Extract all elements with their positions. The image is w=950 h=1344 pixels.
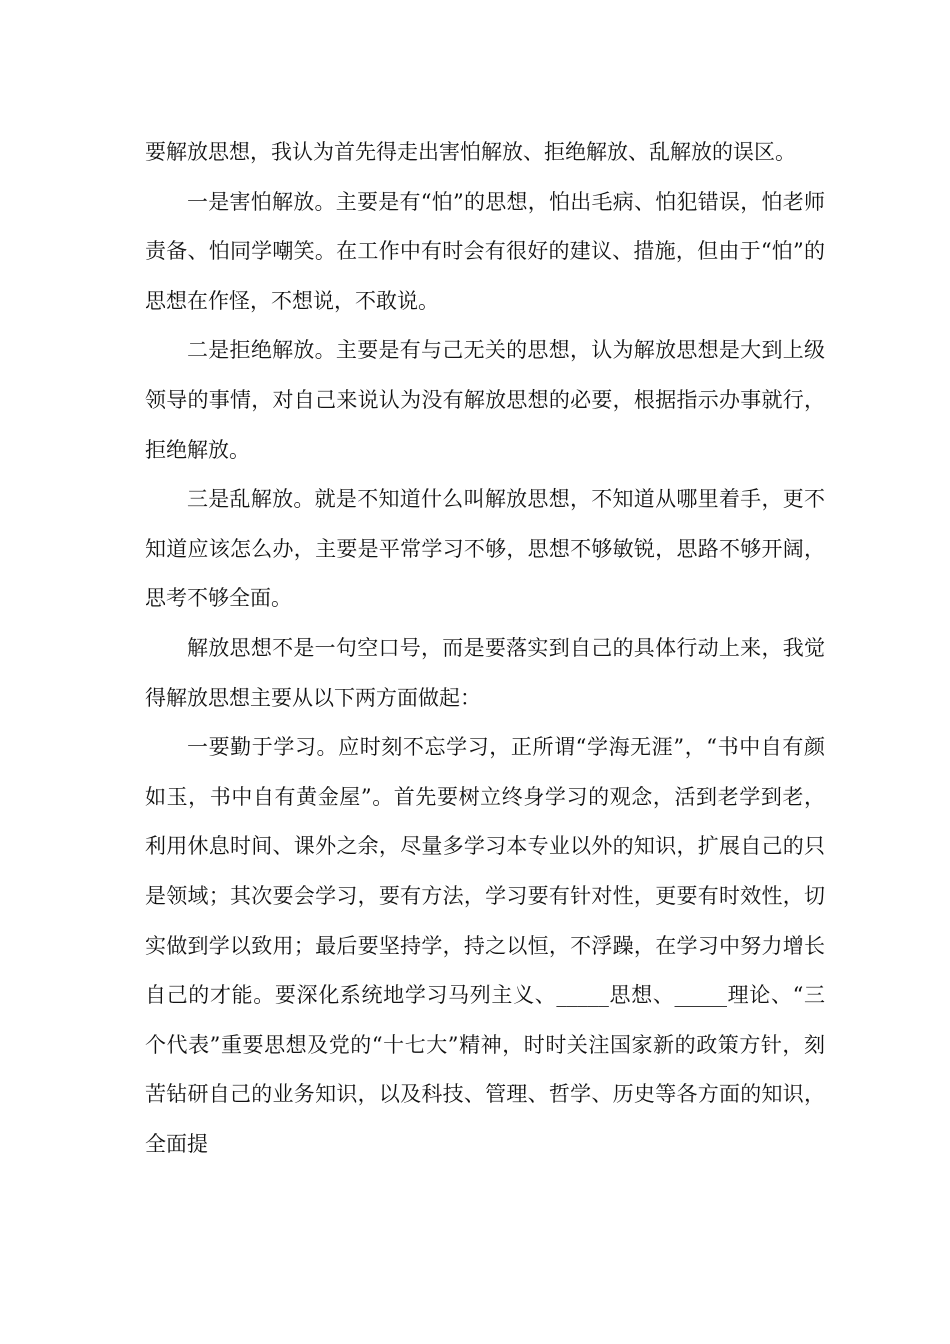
- paragraph-3: 二是拒绝解放。主要是有与己无关的思想，认为解放思想是大到上级领导的事情，对自己来说认为没有解放思想的必要，根据指示办事就行，拒绝解放。: [145, 338, 825, 462]
- paragraph-6: 一要勤于学习。应时刻不忘学习，正所谓“学海无涯”，“书中自有颜如玉，书中自有黄金屋”。首先要树立终身学习的观念，活到老学到老，利用休息时间、课外之余，尽量多学习本专业以外的知识，扩展自己的只是领域；其次要会学习，要有方法，学习要有针对性，更要有时效性，切实做到学以致用；最后要坚持学，持之以恒，不浮躁，在学习中努力增长自己的才能。要深化系统地学习马列主义、_____思想、_____理论、“三个代表”重要思想及党的“十七大”精神，时时关注国家新的政策方针，刻苦钻研自己的业务知识，以及科技、管理、哲学、历史等各方面的知识，全面提: [145, 735, 825, 1156]
- document-body: [145, 128, 825, 1169]
- paragraph-2: 一是害怕解放。主要是有“怕”的思想，怕出毛病、怕犯错误，怕老师责备、怕同学嘲笑。在工作中有时会有很好的建议、措施，但由于“怕”的思想在作怪，不想说，不敢说。: [145, 189, 825, 313]
- paragraph-1: 要解放思想，我认为首先得走出害怕解放、拒绝解放、乱解放的误区。: [145, 140, 796, 164]
- paragraph-4: 三是乱解放。就是不知道什么叫解放思想，不知道从哪里着手，更不知道应该怎么办，主要是平常学习不够，思想不够敏锐，思路不够开阔，思考不够全面。: [145, 487, 825, 611]
- paragraph-5: 解放思想不是一句空口号，而是要落实到自己的具体行动上来，我觉得解放思想主要从以下两方面做起：: [145, 635, 825, 710]
